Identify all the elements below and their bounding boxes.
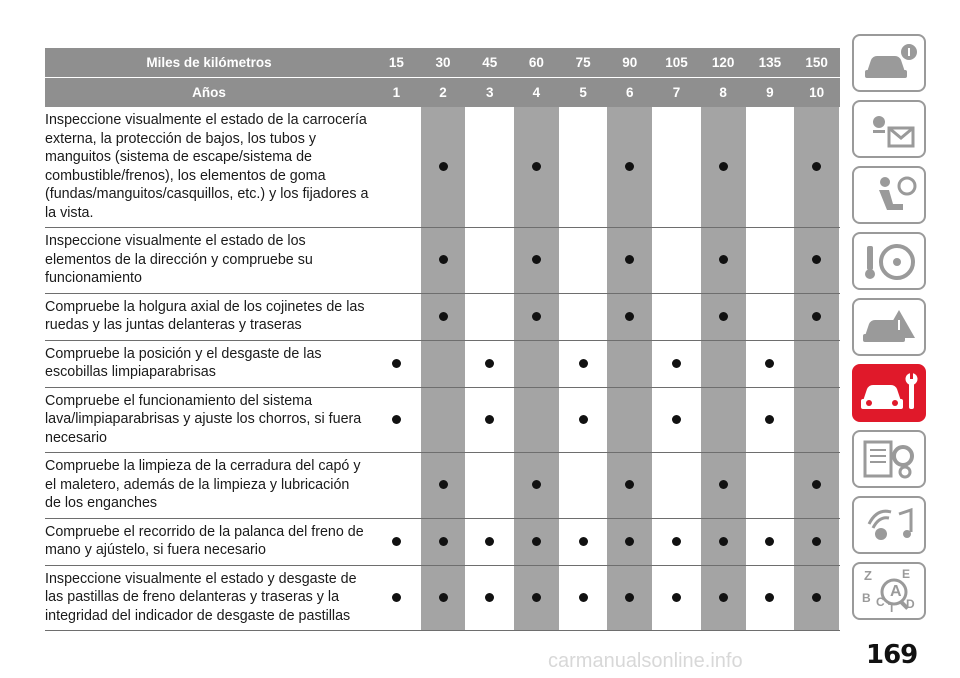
row-label: Inspeccione visualmente el estado de la carrocería externa, la protección de bajos, los tubos y manguitos (sistema de escape/sistema de combustible/frenos), los elementos de goma (fundas/manguitos/casquillos, etc.) y los fijadores a la vista. bbox=[45, 107, 373, 228]
sidebar-tab-car-accident[interactable] bbox=[852, 298, 926, 356]
interval-cell bbox=[420, 518, 467, 565]
sidebar-tab-seat-airbag[interactable] bbox=[852, 166, 926, 224]
scheduled-dot-icon bbox=[532, 593, 541, 602]
interval-cell bbox=[653, 107, 700, 228]
interval-cell bbox=[466, 453, 513, 519]
table-row bbox=[45, 518, 840, 565]
km-header-cell: 135 bbox=[747, 48, 794, 78]
scheduled-dot-icon bbox=[719, 480, 728, 489]
scheduled-dot-icon bbox=[625, 162, 634, 171]
scheduled-dot-icon bbox=[485, 537, 494, 546]
scheduled-dot-icon bbox=[485, 415, 494, 424]
car-wrench-icon bbox=[857, 371, 921, 415]
interval-cell bbox=[606, 387, 653, 453]
scheduled-dot-icon bbox=[392, 415, 401, 424]
interval-cell bbox=[700, 340, 747, 387]
interval-cell bbox=[466, 340, 513, 387]
interval-cell bbox=[793, 565, 840, 631]
interval-cell bbox=[653, 293, 700, 340]
interval-cell bbox=[466, 387, 513, 453]
table-row bbox=[45, 228, 840, 294]
svg-text:T: T bbox=[888, 601, 896, 615]
interval-cell bbox=[700, 228, 747, 294]
interval-cell bbox=[420, 387, 467, 453]
scheduled-dot-icon bbox=[532, 312, 541, 321]
interval-cell bbox=[560, 340, 607, 387]
interval-cell bbox=[793, 453, 840, 519]
scheduled-dot-icon bbox=[812, 593, 821, 602]
interval-cell bbox=[466, 107, 513, 228]
scheduled-dot-icon bbox=[765, 359, 774, 368]
scheduled-dot-icon bbox=[625, 537, 634, 546]
scheduled-dot-icon bbox=[579, 537, 588, 546]
interval-cell bbox=[747, 518, 794, 565]
interval-cell bbox=[606, 293, 653, 340]
alphabetical-index-icon bbox=[858, 566, 920, 616]
scheduled-dot-icon bbox=[765, 593, 774, 602]
interval-cell bbox=[513, 228, 560, 294]
interval-cell bbox=[747, 565, 794, 631]
scheduled-dot-icon bbox=[392, 593, 401, 602]
svg-text:Z: Z bbox=[864, 568, 872, 583]
row-label: Inspeccione visualmente el estado y desgaste de las pastillas de freno delanteras y traseras y la integridad del indicador de desgaste de pastillas bbox=[45, 565, 373, 631]
scheduled-dot-icon bbox=[625, 255, 634, 264]
row-label: Compruebe la posición y el desgaste de las escobillas limpiaparabrisas bbox=[45, 340, 373, 387]
interval-cell bbox=[513, 340, 560, 387]
scheduled-dot-icon bbox=[719, 312, 728, 321]
table-row bbox=[45, 107, 840, 228]
car-accident-icon bbox=[859, 306, 919, 348]
scheduled-dot-icon bbox=[812, 255, 821, 264]
interval-cell bbox=[420, 340, 467, 387]
scheduled-dot-icon bbox=[625, 480, 634, 489]
year-header-cell: 4 bbox=[513, 78, 560, 108]
interval-cell bbox=[373, 340, 420, 387]
interval-cell bbox=[747, 453, 794, 519]
scheduled-dot-icon bbox=[719, 255, 728, 264]
sidebar-tab-warning-lights[interactable] bbox=[852, 100, 926, 158]
steering-key-icon bbox=[859, 240, 919, 282]
watermark: carmanualsonline.info bbox=[548, 650, 743, 672]
scheduled-dot-icon bbox=[672, 537, 681, 546]
scheduled-dot-icon bbox=[812, 480, 821, 489]
interval-cell bbox=[793, 518, 840, 565]
interval-cell bbox=[793, 387, 840, 453]
interval-cell bbox=[560, 453, 607, 519]
year-header-cell: 7 bbox=[653, 78, 700, 108]
year-header-cell: 8 bbox=[700, 78, 747, 108]
page-number: 169 bbox=[866, 640, 918, 670]
interval-cell bbox=[606, 107, 653, 228]
sidebar-tab-alphabetical-index[interactable] bbox=[852, 562, 926, 620]
table-row bbox=[45, 387, 840, 453]
row-label: Compruebe la holgura axial de los cojinetes de las ruedas y las juntas delanteras y traseras bbox=[45, 293, 373, 340]
km-header-cell: 15 bbox=[373, 48, 420, 78]
scheduled-dot-icon bbox=[719, 537, 728, 546]
km-header-cell: 45 bbox=[466, 48, 513, 78]
year-header-cell: 6 bbox=[606, 78, 653, 108]
sidebar-tab-specs-gear[interactable] bbox=[852, 430, 926, 488]
scheduled-dot-icon bbox=[532, 480, 541, 489]
interval-cell bbox=[747, 228, 794, 294]
interval-cell bbox=[466, 228, 513, 294]
header-years-row bbox=[45, 78, 840, 108]
interval-cell bbox=[560, 387, 607, 453]
interval-cell bbox=[653, 453, 700, 519]
maintenance-table bbox=[45, 48, 840, 631]
scheduled-dot-icon bbox=[439, 162, 448, 171]
table-body bbox=[45, 107, 840, 631]
scheduled-dot-icon bbox=[579, 593, 588, 602]
interval-cell bbox=[747, 107, 794, 228]
interval-cell bbox=[700, 387, 747, 453]
year-header-cell: 5 bbox=[560, 78, 607, 108]
interval-cell bbox=[653, 228, 700, 294]
header-km-row bbox=[45, 48, 840, 78]
interval-cell bbox=[513, 453, 560, 519]
scheduled-dot-icon bbox=[672, 415, 681, 424]
interval-cell bbox=[513, 107, 560, 228]
interval-cell bbox=[373, 565, 420, 631]
row-label: Compruebe el funcionamiento del sistema lava/limpiaparabrisas y ajuste los chorros, si fuera necesario bbox=[45, 387, 373, 453]
scheduled-dot-icon bbox=[672, 359, 681, 368]
row-label: Compruebe el recorrido de la palanca del freno de mano y ajústelo, si fuera necesario bbox=[45, 518, 373, 565]
interval-cell bbox=[420, 565, 467, 631]
scheduled-dot-icon bbox=[719, 162, 728, 171]
scheduled-dot-icon bbox=[579, 359, 588, 368]
interval-cell bbox=[747, 340, 794, 387]
sidebar-tab-multimedia[interactable] bbox=[852, 496, 926, 554]
row-label: Compruebe la limpieza de la cerradura del capó y el maletero, además de la limpieza y lubricación de los enganches bbox=[45, 453, 373, 519]
interval-cell bbox=[700, 107, 747, 228]
interval-cell bbox=[373, 387, 420, 453]
interval-cell bbox=[420, 107, 467, 228]
interval-cell bbox=[420, 293, 467, 340]
scheduled-dot-icon bbox=[672, 593, 681, 602]
scheduled-dot-icon bbox=[439, 255, 448, 264]
scheduled-dot-icon bbox=[439, 312, 448, 321]
scheduled-dot-icon bbox=[812, 162, 821, 171]
interval-cell bbox=[747, 293, 794, 340]
year-header-cell: 9 bbox=[747, 78, 794, 108]
interval-cell bbox=[560, 228, 607, 294]
car-info-icon bbox=[859, 42, 919, 84]
header-years-label: Años bbox=[45, 78, 373, 108]
interval-cell bbox=[560, 565, 607, 631]
interval-cell bbox=[466, 518, 513, 565]
interval-cell bbox=[373, 228, 420, 294]
scheduled-dot-icon bbox=[765, 415, 774, 424]
scheduled-dot-icon bbox=[439, 593, 448, 602]
interval-cell bbox=[373, 107, 420, 228]
year-header-cell: 10 bbox=[793, 78, 840, 108]
chapter-sidebar bbox=[852, 34, 926, 628]
table-row bbox=[45, 453, 840, 519]
interval-cell bbox=[513, 518, 560, 565]
interval-cell bbox=[653, 518, 700, 565]
scheduled-dot-icon bbox=[579, 415, 588, 424]
interval-cell bbox=[420, 228, 467, 294]
scheduled-dot-icon bbox=[812, 537, 821, 546]
scheduled-dot-icon bbox=[765, 537, 774, 546]
sidebar-tab-car-info[interactable] bbox=[852, 34, 926, 92]
interval-cell bbox=[606, 340, 653, 387]
scheduled-dot-icon bbox=[812, 312, 821, 321]
interval-cell bbox=[606, 228, 653, 294]
km-header-cell: 75 bbox=[560, 48, 607, 78]
year-header-cell: 3 bbox=[466, 78, 513, 108]
interval-cell bbox=[513, 565, 560, 631]
year-header-cell: 2 bbox=[420, 78, 467, 108]
interval-cell bbox=[793, 293, 840, 340]
km-header-cell: 90 bbox=[606, 48, 653, 78]
interval-cell bbox=[560, 518, 607, 565]
svg-text:D: D bbox=[906, 597, 915, 611]
table-row bbox=[45, 340, 840, 387]
svg-text:E: E bbox=[902, 567, 911, 581]
km-header-cell: 150 bbox=[793, 48, 840, 78]
year-header-cell: 1 bbox=[373, 78, 420, 108]
specs-gear-icon bbox=[859, 438, 919, 480]
interval-cell bbox=[653, 340, 700, 387]
scheduled-dot-icon bbox=[719, 593, 728, 602]
scheduled-dot-icon bbox=[625, 312, 634, 321]
interval-cell bbox=[513, 387, 560, 453]
scheduled-dot-icon bbox=[439, 480, 448, 489]
interval-cell bbox=[700, 293, 747, 340]
scheduled-dot-icon bbox=[625, 593, 634, 602]
km-header-cell: 120 bbox=[700, 48, 747, 78]
interval-cell bbox=[793, 228, 840, 294]
interval-cell bbox=[560, 107, 607, 228]
scheduled-dot-icon bbox=[532, 162, 541, 171]
header-km-label: Miles de kilómetros bbox=[45, 48, 373, 78]
sidebar-tab-car-wrench[interactable] bbox=[852, 364, 926, 422]
scheduled-dot-icon bbox=[485, 593, 494, 602]
interval-cell bbox=[653, 565, 700, 631]
interval-cell bbox=[373, 453, 420, 519]
km-header-cell: 105 bbox=[653, 48, 700, 78]
interval-cell bbox=[373, 293, 420, 340]
interval-cell bbox=[466, 293, 513, 340]
scheduled-dot-icon bbox=[532, 537, 541, 546]
interval-cell bbox=[606, 453, 653, 519]
scheduled-dot-icon bbox=[392, 537, 401, 546]
svg-text:C: C bbox=[876, 595, 885, 609]
interval-cell bbox=[793, 107, 840, 228]
interval-cell bbox=[560, 293, 607, 340]
svg-text:B: B bbox=[862, 591, 871, 605]
scheduled-dot-icon bbox=[485, 359, 494, 368]
seat-airbag-icon bbox=[859, 174, 919, 216]
table-row bbox=[45, 565, 840, 631]
row-label: Inspeccione visualmente el estado de los elementos de la dirección y compruebe su funcionamiento bbox=[45, 228, 373, 294]
scheduled-dot-icon bbox=[392, 359, 401, 368]
sidebar-tab-steering-key[interactable] bbox=[852, 232, 926, 290]
interval-cell bbox=[606, 518, 653, 565]
interval-cell bbox=[747, 387, 794, 453]
warning-lights-icon bbox=[859, 108, 919, 150]
interval-cell bbox=[700, 518, 747, 565]
interval-cell bbox=[700, 565, 747, 631]
interval-cell bbox=[700, 453, 747, 519]
scheduled-dot-icon bbox=[532, 255, 541, 264]
interval-cell bbox=[653, 387, 700, 453]
interval-cell bbox=[606, 565, 653, 631]
interval-cell bbox=[373, 518, 420, 565]
interval-cell bbox=[513, 293, 560, 340]
km-header-cell: 30 bbox=[420, 48, 467, 78]
multimedia-icon bbox=[859, 504, 919, 546]
interval-cell bbox=[420, 453, 467, 519]
table-row bbox=[45, 293, 840, 340]
scheduled-dot-icon bbox=[439, 537, 448, 546]
km-header-cell: 60 bbox=[513, 48, 560, 78]
interval-cell bbox=[466, 565, 513, 631]
svg-text:A: A bbox=[890, 583, 902, 600]
interval-cell bbox=[793, 340, 840, 387]
